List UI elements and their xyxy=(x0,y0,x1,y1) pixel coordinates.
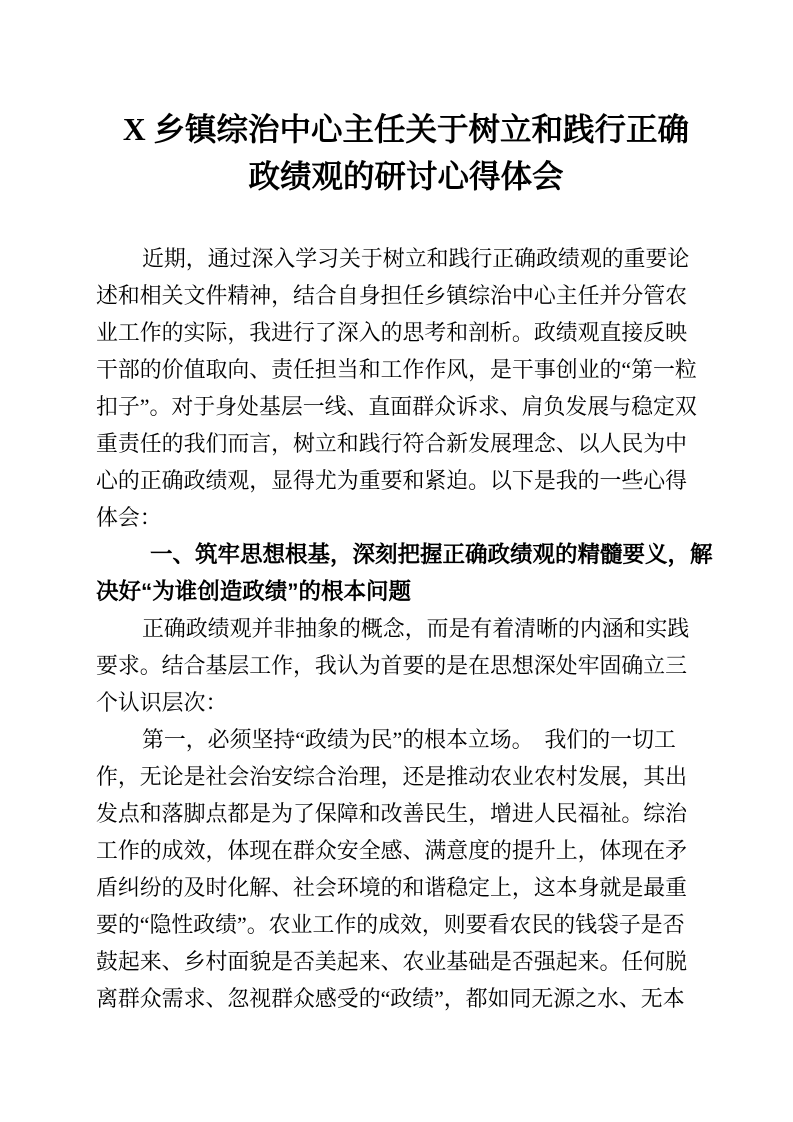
body-text-line: 扣子”。对于身处基层一线、直面群众诉求、肩负发展与稳定双 xyxy=(96,394,697,419)
body-text-line: 要求。结合基层工作，我认为首要的是在思想深处牢固确立三 xyxy=(96,653,688,678)
paragraph xyxy=(96,721,716,1017)
body-text-line: 第一，必须坚持“政绩为民”的根本立场。 我们的一切工 xyxy=(142,727,676,752)
body-text-line: 工作的成效，体现在群众安全感、满意度的提升上，体现在矛 xyxy=(96,838,688,863)
paragraph xyxy=(96,240,716,536)
body-text-line: 作，无论是社会治安综合治理，还是推动农业农村发展，其出 xyxy=(96,764,688,789)
body-text-line: 业工作的实际，我进行了深入的思考和剖析。政绩观直接反映 xyxy=(96,320,688,345)
body-text-line: 发点和落脚点都是为了保障和改善民生，增进人民福祉。综治 xyxy=(96,801,688,826)
paragraph xyxy=(96,610,716,721)
body-text-line: 重责任的我们而言，树立和践行符合新发展理念、以人民为中 xyxy=(96,431,688,456)
section-heading xyxy=(96,536,716,610)
body-text-line: 述和相关文件精神，结合自身担任乡镇综治中心主任并分管农 xyxy=(96,283,688,308)
body-text-line: 盾纠纷的及时化解、社会环境的和谐稳定上，这本身就是最重 xyxy=(96,875,688,900)
body-text-line: 鼓起来、乡村面貌是否美起来、农业基础是否强起来。任何脱 xyxy=(96,949,688,974)
body-text-line: 个认识层次： xyxy=(96,690,228,715)
body-text-line: 干部的价值取向、责任担当和工作作风，是干事创业的“第一粒 xyxy=(96,357,697,382)
body-text-line: 离群众需求、忽视群众感受的“政绩”，都如同无源之水、无本 xyxy=(96,986,685,1011)
body-text-line: 正确政绩观并非抽象的概念，而是有着清晰的内涵和实践 xyxy=(142,616,690,641)
body-text-line: 要的“隐性政绩”。农业工作的成效，则要看农民的钱袋子是否 xyxy=(96,912,685,937)
heading-line: 一、筑牢思想根基，深刻把握正确政绩观的精髓要义，解 xyxy=(150,542,713,567)
document-title-line-1: X 乡镇综治中心主任关于树立和践行正确 xyxy=(122,112,690,147)
document-title xyxy=(96,106,716,200)
body-text-line: 近期，通过深入学习关于树立和践行正确政绩观的重要论 xyxy=(142,246,690,271)
document-title-line-2: 政绩观的研讨心得体会 xyxy=(248,159,564,194)
body-text-line: 体会： xyxy=(96,505,162,530)
document-body xyxy=(96,240,716,1017)
body-text-line: 心的正确政绩观，显得尤为重要和紧迫。以下是我的一些心得 xyxy=(96,468,688,493)
heading-line: 决好“为谁创造政绩”的根本问题 xyxy=(96,579,412,604)
